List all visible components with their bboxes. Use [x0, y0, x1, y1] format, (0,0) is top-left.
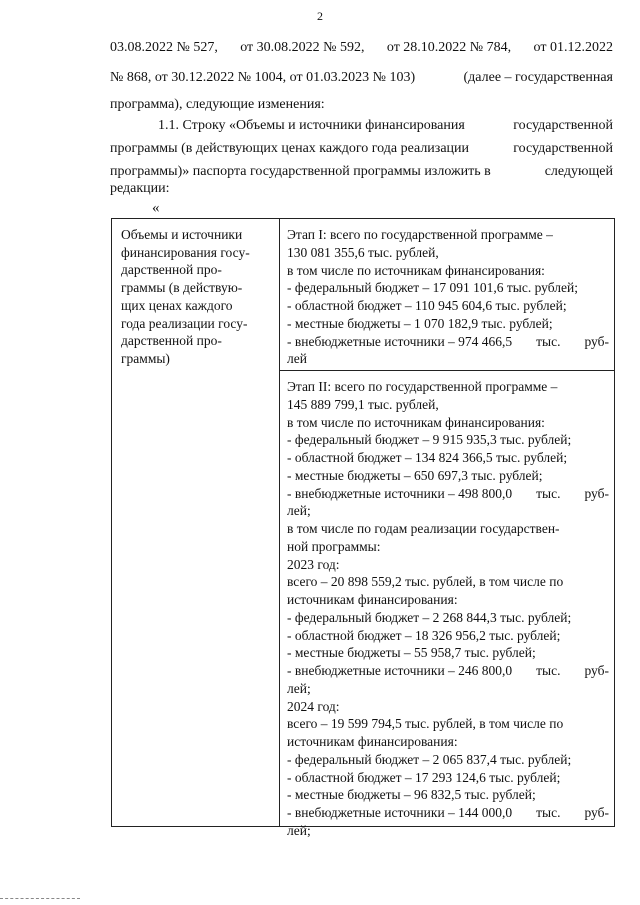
stage-segment: источникам финансирования: — [287, 592, 458, 607]
stage-segment: - местные бюджеты – 650 697,3 тыс. рублей; — [287, 467, 543, 483]
label-line: дарственной про- — [121, 262, 222, 278]
stage-segment: Этап I: всего по государственной программе – — [287, 227, 553, 242]
stage-line — [287, 333, 609, 351]
stage-line — [287, 297, 609, 315]
stage-segment: лей; — [287, 822, 311, 838]
stage-line — [287, 822, 609, 840]
stage-line — [287, 538, 609, 556]
stage-segment: - внебюджетные источники – 246 800,0 — [287, 663, 513, 678]
label-line: щих ценах каждого — [121, 297, 233, 313]
stage-segment: лей; — [287, 680, 311, 696]
intro-word: от 28.10.2022 № 784, — [386, 40, 512, 55]
paragraph-segment: редакции: — [110, 181, 170, 196]
paragraph-line — [158, 119, 613, 133]
label-line: дарственной про- — [121, 333, 222, 349]
stage-segment: в том числе по годам реализации государствен- — [287, 521, 560, 536]
stage-line — [287, 431, 609, 449]
paragraph-segment: государственной — [513, 118, 613, 133]
intro-word: от 30.08.2022 № 592, — [240, 40, 365, 55]
stage-segment: 2024 год: — [287, 698, 340, 714]
stage-line — [287, 279, 609, 297]
paragraph-segment: 1.1. Строку «Объемы и источники финансирования — [158, 118, 465, 133]
intro-word: № 868, от 30.12.2022 № 1004, от 01.03.2023 № 103) — [110, 70, 416, 85]
stage-segment: лей; — [287, 503, 311, 519]
stage-segment: ной программы: — [287, 538, 381, 554]
stage-line — [287, 449, 609, 467]
page-number: 2 — [317, 9, 323, 23]
stage-segment: всего – 19 599 794,5 тыс. рублей, в том числе по — [287, 716, 564, 732]
intro-line-2 — [110, 71, 613, 85]
stage-segment: - местные бюджеты – 55 958,7 тыс. рублей; — [287, 645, 536, 661]
stage-line — [287, 573, 609, 591]
stage-segment: тыс. — [536, 663, 561, 678]
stage-line — [287, 556, 609, 574]
stage-segment: руб- — [584, 663, 609, 678]
intro-line-3: программа), следующие изменения: — [110, 97, 325, 112]
stage-segment: всего – 20 898 559,2 тыс. рублей, в том числе по — [287, 574, 564, 590]
stage-segment: - местные бюджеты – 1 070 182,9 тыс. рублей; — [287, 315, 553, 331]
stage-segment: - областной бюджет – 17 293 124,6 тыс. рублей; — [287, 769, 561, 785]
stage-segment: тыс. — [536, 485, 561, 501]
paragraph-line — [110, 142, 613, 156]
stage-segment: - внебюджетные источники – 974 466,5 — [287, 333, 513, 349]
footer-divider — [0, 898, 80, 899]
stage-segment: - федеральный бюджет – 17 091 101,6 тыс. рублей; — [287, 280, 578, 296]
stage-segment: тыс. — [536, 805, 561, 820]
intro-line-1 — [110, 41, 613, 55]
paragraph-segment: программы (в действующих ценах каждого года реализации — [110, 141, 470, 156]
stage-segment: руб- — [584, 485, 609, 501]
stage-segment: - областной бюджет – 18 326 956,2 тыс. рублей; — [287, 627, 561, 643]
stage-line — [287, 520, 609, 538]
stage-line — [287, 627, 609, 645]
stage-line — [287, 315, 609, 333]
stage-segment: тыс. — [536, 333, 561, 349]
label-line: финансирования госу- — [121, 244, 250, 260]
paragraph-segment: государственной — [513, 141, 613, 156]
stage-segment: - федеральный бюджет – 9 915 935,3 тыс. рублей; — [287, 432, 572, 448]
stage-line — [287, 662, 609, 680]
label-line: граммы) — [121, 350, 170, 366]
stage-segment: лей — [287, 351, 307, 367]
stage-line — [287, 733, 609, 751]
paragraph-segment: программы)» паспорта государственной программы изложить в — [110, 164, 491, 179]
intro-word: от 01.12.2022 — [533, 40, 613, 55]
stage-line — [287, 396, 609, 414]
stage-line — [287, 644, 609, 662]
label-line: Объемы и источники — [121, 227, 243, 242]
stage-segment: в том числе по источникам финансирования: — [287, 414, 545, 430]
stage-line — [287, 698, 609, 716]
intro-word: (далее – государственная — [463, 70, 613, 85]
stage-line — [287, 591, 609, 609]
stage-line — [287, 244, 609, 262]
stage-line — [287, 609, 609, 627]
stage-segment: - внебюджетные источники – 498 800,0 — [287, 485, 513, 501]
stage-segment: - областной бюджет – 110 945 604,6 тыс. рублей; — [287, 298, 567, 313]
row-label — [121, 226, 273, 368]
stage-line — [287, 485, 609, 503]
stage-line — [287, 680, 609, 698]
opening-quote: « — [152, 200, 160, 216]
stage-2-text — [287, 378, 609, 840]
stage-line — [287, 350, 609, 368]
stage-segment: 145 889 799,1 тыс. рублей, — [287, 396, 439, 412]
stage-line — [287, 467, 609, 485]
stage-line — [287, 262, 609, 280]
stage-line — [287, 378, 609, 396]
paragraph-line — [110, 182, 613, 196]
stage-line — [287, 226, 609, 244]
stage-segment: Этап II: всего по государственной программе – — [287, 379, 558, 394]
stage-segment: источникам финансирования: — [287, 734, 458, 749]
stage-segment: 130 081 355,6 тыс. рублей, — [287, 244, 439, 260]
stage-segment: руб- — [584, 805, 609, 820]
stage-segment: - федеральный бюджет – 2 268 844,3 тыс. рублей; — [287, 609, 572, 625]
stage-line — [287, 414, 609, 432]
stage-segment: - федеральный бюджет – 2 065 837,4 тыс. рублей; — [287, 751, 572, 767]
table-cell-stage-1 — [279, 218, 615, 371]
paragraph-segment: следующей — [544, 164, 613, 179]
paragraph-line — [110, 165, 613, 179]
stage-line — [287, 786, 609, 804]
table-cell-label — [111, 218, 280, 827]
stage-line — [287, 502, 609, 520]
stage-segment: в том числе по источникам финансирования: — [287, 262, 545, 278]
stage-segment: руб- — [584, 333, 609, 349]
intro-word: 03.08.2022 № 527, — [110, 40, 218, 55]
stage-segment: - внебюджетные источники – 144 000,0 — [287, 805, 513, 820]
stage-line — [287, 751, 609, 769]
stage-1-text — [287, 226, 609, 368]
stage-line — [287, 715, 609, 733]
stage-line — [287, 804, 609, 822]
table-cell-stage-2 — [279, 370, 615, 838]
stage-segment: - местные бюджеты – 96 832,5 тыс. рублей; — [287, 787, 536, 803]
stage-line — [287, 769, 609, 787]
label-line: года реализации госу- — [121, 315, 248, 331]
stage-segment: - областной бюджет – 134 824 366,5 тыс. рублей; — [287, 450, 568, 465]
label-line: граммы (в действую- — [121, 280, 243, 296]
stage-segment: 2023 год: — [287, 556, 340, 572]
